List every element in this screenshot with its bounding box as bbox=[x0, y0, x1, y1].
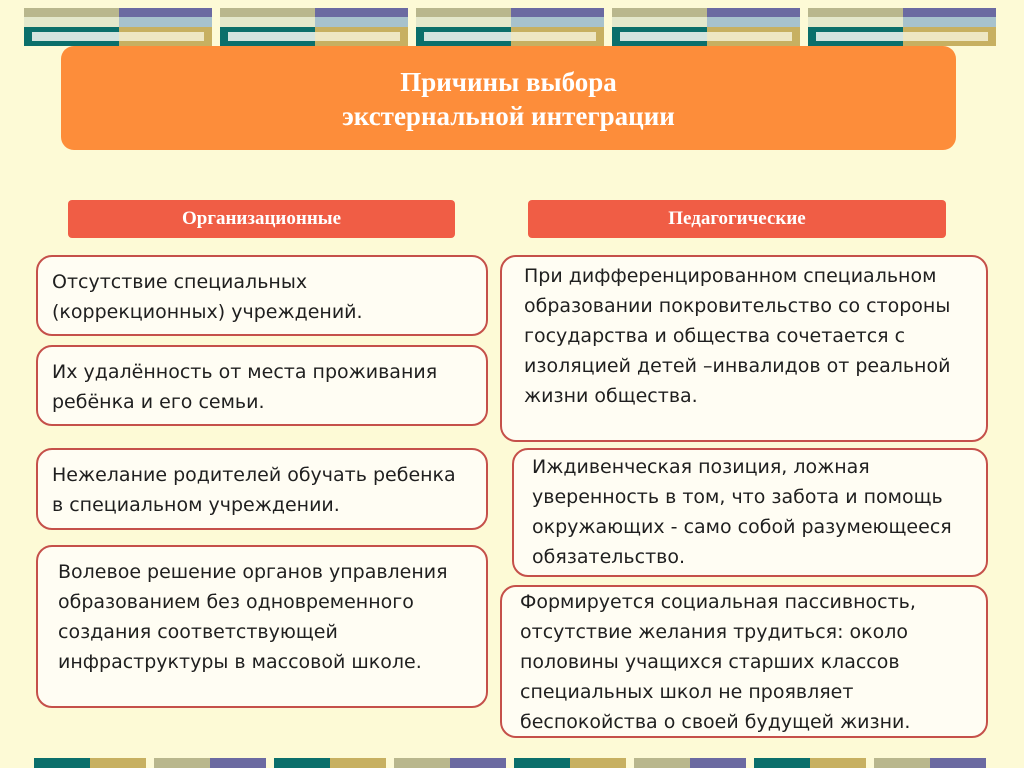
title-line-1: Причины выбора bbox=[400, 67, 617, 97]
bottom-decor-segment bbox=[34, 758, 90, 768]
bottom-decor-segment bbox=[210, 758, 266, 768]
left-item-authorities-decision: Волевое решение органов управления образованием без одновременного создания соответствующей инфраструктуры в массовой школе. bbox=[36, 545, 488, 708]
page-title bbox=[61, 65, 956, 133]
bottom-decor-segment bbox=[754, 758, 810, 768]
top-decor-tile bbox=[808, 8, 996, 46]
bottom-decor-segment bbox=[874, 758, 930, 768]
right-item-dependency: Иждивенческая позиция, ложная уверенность в том, что забота и помощь окружающих - само собой разумеющееся обязательство. bbox=[512, 448, 988, 577]
title-line-2: экстернальной интеграции bbox=[342, 101, 675, 131]
bottom-decor-segment bbox=[570, 758, 626, 768]
bottom-decor-segment bbox=[930, 758, 986, 768]
bottom-decor-segment bbox=[514, 758, 570, 768]
left-item-remoteness: Их удалённость от места проживания ребёнка и его семьи. bbox=[36, 345, 488, 426]
header-pedagogical: Педагогические bbox=[528, 200, 946, 238]
bottom-decor-segment bbox=[690, 758, 746, 768]
top-decor-tile bbox=[612, 8, 800, 46]
top-decor-tile bbox=[416, 8, 604, 46]
right-item-passivity: Формируется социальная пассивность, отсутствие желания трудиться: около половины учащихся старших классов специальных школ не проявляет беспокойства о своей будущей жизни. bbox=[500, 585, 988, 738]
bottom-decor-segment bbox=[274, 758, 330, 768]
bottom-decor-segment bbox=[154, 758, 210, 768]
top-decor-tile bbox=[24, 8, 212, 46]
right-item-isolation: При дифференцированном специальном образовании покровительство со стороны государства и общества сочетается с изоляцией детей –инвалидов от реальной жизни общества. bbox=[500, 255, 988, 442]
bottom-decor-segment bbox=[90, 758, 146, 768]
left-item-parents-reluctance: Нежелание родителей обучать ребенка в специальном учреждении. bbox=[36, 448, 488, 530]
bottom-decor-segment bbox=[810, 758, 866, 768]
bottom-decor-segment bbox=[450, 758, 506, 768]
bottom-decor-segment bbox=[394, 758, 450, 768]
header-organizational: Организационные bbox=[68, 200, 455, 238]
bottom-decor-segment bbox=[634, 758, 690, 768]
top-decor-tile bbox=[220, 8, 408, 46]
bottom-decor-segment bbox=[330, 758, 386, 768]
left-item-no-institutions: Отсутствие специальных (коррекционных) учреждений. bbox=[36, 255, 488, 336]
title-banner bbox=[61, 46, 956, 150]
